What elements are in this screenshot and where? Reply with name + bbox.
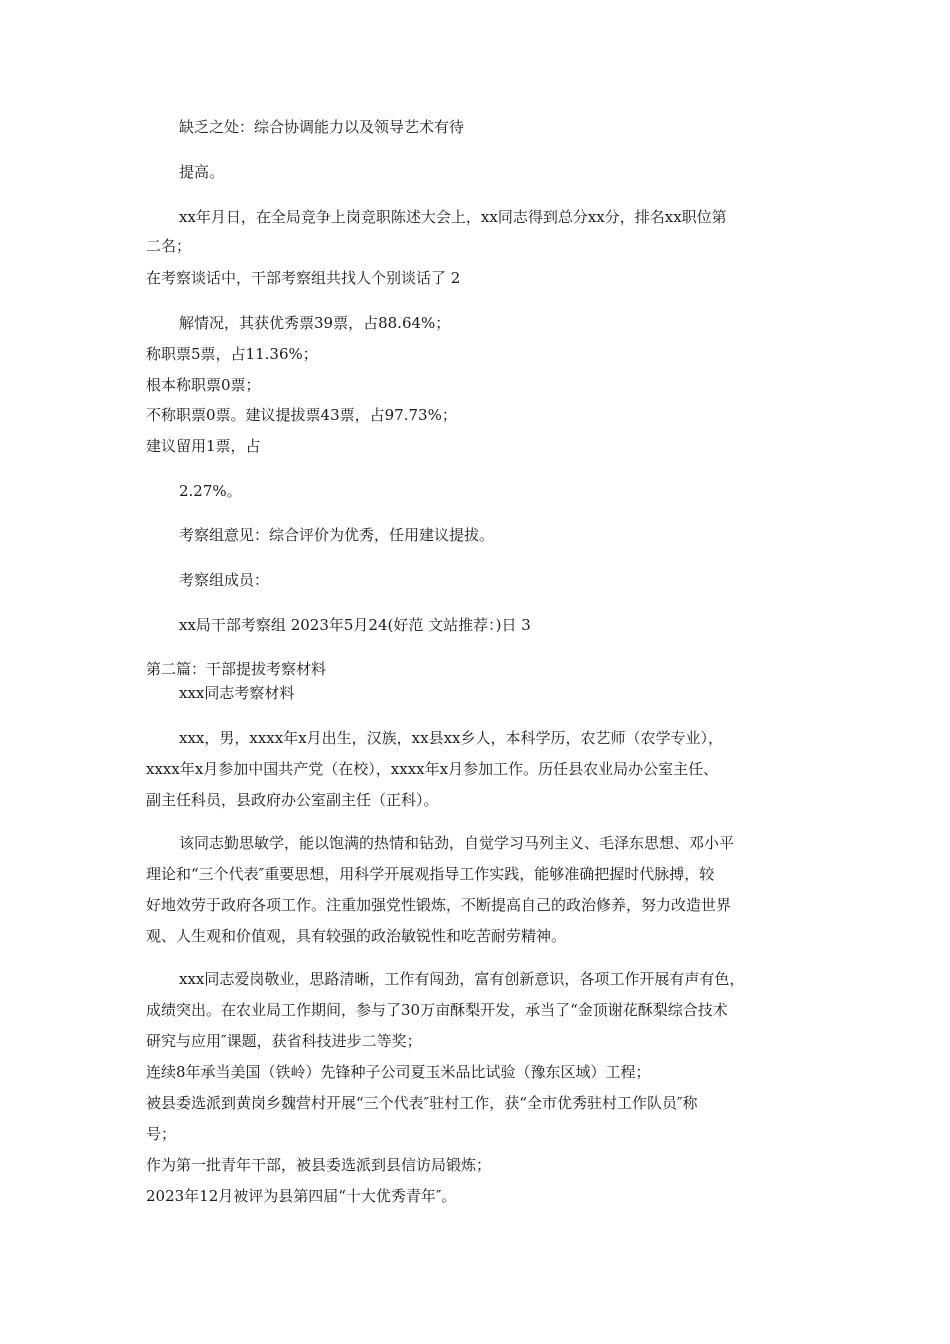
text-line: 建议留用1票，占: [146, 437, 261, 455]
text-line: 称职票5票，占11.36%；: [146, 345, 318, 363]
section-subtitle: xxx同志考察材料: [179, 684, 295, 702]
text-line: 号；: [146, 1125, 177, 1143]
text-line: 好地效劳于政府各项工作。注重加强党性锻炼，不断提高自己的政治修养，努力改造世界: [146, 896, 732, 914]
text-line: xx年月日，在全局竞争上岗竞职陈述大会上，xx同志得到总分xx分，排名xx职位第: [179, 208, 727, 226]
section-heading: 第二篇：干部提拔考察材料: [146, 660, 327, 678]
text-line: 副主任科员，县政府办公室副主任（正科）。: [146, 791, 439, 809]
text-line: 理论和“三个代表″重要思想，用科学开展观指导工作实践，能够准确把握时代脉搏，较: [146, 865, 715, 883]
text-line: 2023年12月被评为县第四届“十大优秀青年″。: [146, 1187, 457, 1205]
text-line: 考察组意见：综合评价为优秀，任用建议提拔。: [179, 526, 495, 544]
text-line: 作为第一批青年干部，被县委选派到县信访局锻炼；: [146, 1156, 492, 1174]
text-line: xx局干部考察组 2023年5月24(好范 文站推荐：)日 3: [179, 616, 531, 634]
text-line: xxxx年x月参加中国共产党（在校），xxxx年x月参加工作。历任县农业局办公室主任、: [146, 760, 719, 778]
text-line: 研究与应用″课题，获省科技进步二等奖；: [146, 1032, 422, 1050]
text-line: 该同志勤思敏学，能以饱满的热情和钻劲，自觉学习马列主义、毛泽东思想、邓小平: [179, 834, 735, 852]
text-line: xxx同志爱岗敬业，思路清晰，工作有闯劲，富有创新意识，各项工作开展有声有色，: [179, 970, 745, 988]
text-line: 提高。: [179, 163, 225, 181]
text-line: 缺乏之处：综合协调能力以及领导艺术有待: [179, 118, 465, 136]
text-line: 在考察谈话中，干部考察组共找人个别谈话了 2: [146, 269, 461, 287]
text-line: 考察组成员：: [179, 571, 270, 589]
text-line: 连续8年承当美国（铁岭）先锋种子公司夏玉米品比试验（豫东区域）工程；: [146, 1063, 651, 1081]
text-line: xxx，男，xxxx年x月出生，汉族，xx县xx乡人，本科学历，农艺师（农学专业），: [179, 729, 724, 747]
text-line: 不称职票0票。建议提拔票43票，占97.73%；: [146, 406, 457, 424]
text-line: 解情况，其获优秀票39票，占88.64%；: [179, 314, 451, 332]
text-line: 根本称职票0票；: [146, 376, 261, 394]
text-line: 2.27%。: [179, 482, 242, 500]
text-line: 二名；: [146, 237, 192, 255]
text-line: 观、人生观和价值观，具有较强的政治敏锐性和吃苦耐劳精神。: [146, 927, 567, 945]
text-line: 成绩突出。在农业局工作期间，参与了30万亩酥梨开发，承当了“金顶谢花酥梨综合技术: [146, 1001, 728, 1019]
text-line: 被县委选派到黄岗乡魏营村开展“三个代表″驻村工作，获“全市优秀驻村工作队员″称: [146, 1094, 698, 1112]
